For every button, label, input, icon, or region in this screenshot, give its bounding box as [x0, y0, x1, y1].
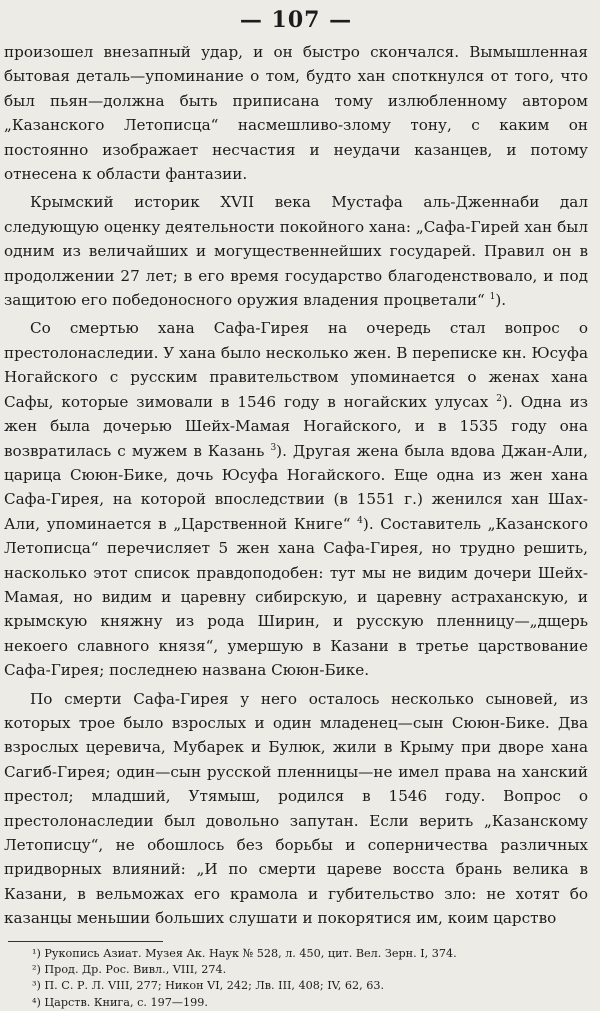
footnote-ref: 3	[270, 442, 277, 453]
footnote-divider	[8, 941, 163, 942]
footnote-3: ³) П. С. Р. Л. VIII, 277; Никон VI, 242; Лв. III, 408; IV, 62, 63.	[32, 979, 384, 993]
text-run: Крымский историк XVII века Мустафа аль-Дженнаби дал следующую оценку деятельности покойного хана: „Сафа-Гирей хан был одним из величайших и могущественнейших государей. Правил он в продолжении 27 лет; в его время государство благоденствовало, и под защитою его победоносного оружия владения процветали“	[4, 193, 588, 310]
text-run: ).	[495, 291, 507, 310]
body-text	[4, 40, 588, 931]
paragraph-1	[4, 40, 588, 186]
footnote-ref: 1	[489, 292, 496, 302]
text-run: ). Составитель „Казанского Летописца“ перечисляет 5 жен хана Сафа-Гирея, но трудно решить, насколько этот список правдоподобен: тут мы не видим дочери Шейх-Мамая, но видим и царевну сибирскую, и царевну астраханскую, и крымскую княжну из рода Ширин, и русскую пленницу—„дщерь некоего славного князя“, умершую в Казани в третье царствование Сафа-Гирея; последнею названа Сююн-Бике.	[4, 514, 588, 680]
footnote-4: ⁴) Царств. Книга, с. 197—199.	[32, 995, 208, 1009]
paragraph-2	[4, 190, 588, 312]
text-run: произошел внезапный удар, и он быстро скончался. Вымышленная бытовая деталь—упоминание о том, будто хан споткнулся от того, что был пьян—должна быть приписана тому излюбленному автором „Казанского Летописца“ насмешливо-злому тону, с каким он постоянно изображает несчастия и неудачи казанцев, и потому отнесена к области фантазии.	[4, 43, 588, 184]
text-run: По смерти Сафа-Гирея у него осталось несколько сыновей, из которых трое было взрослых и один младенец—сын Сююн-Бике. Два взрослых церевича, Мубарек и Булюк, жили в Крыму при дворе хана Сагиб-Гирея; один—сын русской пленницы—не имел права на ханский престол; младший, Утямыш, родился в 1546 году. Вопрос о престолонаследии был довольно запутан. Если верить „Казанскому Летописцу“, не обошлось без борьбы и соперничества различных придворных влияний: „И по смерти цареве восста брань велика в Казани, в вельможах его крамола и губительство зло: не хотят бо казанцы меньшии больших слушати и покорятися им, коим царство	[4, 689, 588, 928]
paragraph-3	[4, 316, 588, 682]
text-run: Со смертью хана Сафа-Гирея на очередь стал вопрос о престолонаследии. У хана было несколько жен. В переписке кн. Юсуфа Ногайского с русским правительством упоминается о женах хана Сафы, которые зимовали в 1546 году в ногайских улусах	[4, 319, 588, 411]
footnotes	[4, 946, 588, 1011]
text-run: ). Другая жена была вдова Джан-Али, царица Сююн-Бике, дочь Юсуфа Ногайского. Еще одна из жен хана Сафа-Гирея, на которой впоследствии (в 1551 г.) женился хан Шах-Али, упоминается в „Царственной Книге“	[4, 441, 588, 533]
footnote-2: ²) Прод. Др. Рос. Вивл., VIII, 274.	[32, 963, 227, 977]
footnote-ref: 2	[496, 393, 503, 404]
paragraph-4	[4, 687, 588, 931]
text-run: ). Одна из жен была дочерью Шейх-Мамая Ногайского, и в 1535 году она возвратилась с мужем в Казань	[4, 392, 588, 460]
page-number: — 107 —	[239, 7, 353, 33]
footnote-ref: 4	[357, 515, 363, 526]
footnote-1: ¹) Рукопись Азиат. Музея Ак. Наук № 528, л. 450, цит. Вел. Зерн. I, 374.	[32, 946, 457, 960]
